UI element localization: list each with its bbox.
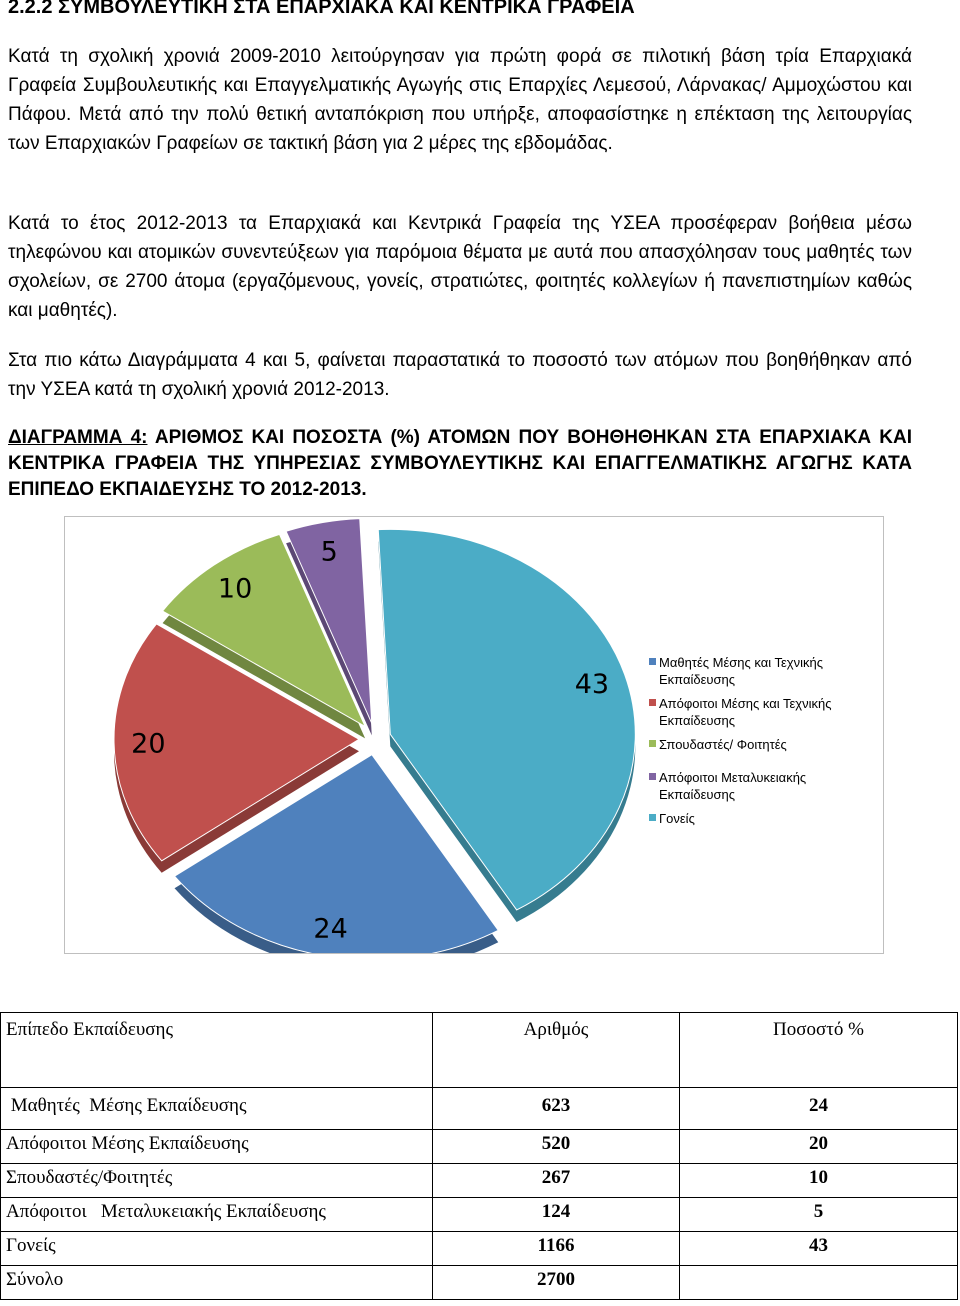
chart-legend	[649, 654, 874, 834]
legend-label: Μαθητές Μέσης και Τεχνικής Εκπαίδευσης	[659, 655, 824, 687]
paragraph-diagrams-intro: Στα πιο κάτω Διαγράμματα 4 και 5, φαίνεται παραστατικά το ποσοστό των ατόμων που βοηθήθηκαν από την ΥΣΕΑ κατά τη σχολική χρονιά 2012-2013.	[8, 350, 912, 400]
legend-item-students	[649, 654, 874, 688]
diagram-caption-text: ΑΡΙΘΜΟΣ ΚΑΙ ΠΟΣΟΣΤΑ (%) ΑΤΟΜΩΝ ΠΟΥ ΒΟΗΘΗΘΗΚΑΝ ΣΤΑ ΕΠΑΡΧΙΑΚΑ ΚΑΙ ΚΕΝΤΡΙΚΑ ΓΡΑΦΕΙΑ ΤΗΣ ΥΠΗΡΕΣΙΑΣ ΣΥΜΒΟΥΛΕΥΤΙΚΗΣ ΚΑΙ ΕΠΑΓΓΕΛΜΑΤΙΚΗΣ ΑΓΩΓΗΣ ΚΑΤΑ ΕΠΙΠΕΔΟ ΕΚΠΑΙΔΕΥΣΗΣ ΤΟ 2012-2013.	[8, 427, 912, 500]
table-header-row	[1, 1013, 958, 1088]
legend-label: Σπουδαστές/ Φοιτητές	[659, 737, 787, 752]
table-cell-level: Απόφοιτοι Μέσης Εκπαίδευσης	[1, 1130, 433, 1164]
legend-swatch	[649, 740, 656, 747]
pie-chart	[64, 516, 884, 954]
legend-swatch	[649, 699, 656, 706]
pie-label-college-students: 10	[217, 573, 253, 605]
table-cell-level: Απόφοιτοι Μεταλυκειακής Εκπαίδευσης	[1, 1198, 433, 1232]
table-header-count: Αριθμός	[433, 1013, 680, 1088]
table-header-percent: Ποσοστό %	[680, 1013, 958, 1088]
table-cell-level: Σπουδαστές/Φοιτητές	[1, 1164, 433, 1198]
legend-item-college-students	[649, 736, 874, 753]
table-cell-percent: 10	[680, 1164, 958, 1198]
table-cell-count: 520	[433, 1130, 680, 1164]
table-cell-count: 623	[433, 1088, 680, 1130]
table-cell-level: Γονείς	[1, 1232, 433, 1266]
table-row	[1, 1198, 958, 1232]
legend-swatch	[649, 658, 656, 665]
diagram-caption	[8, 425, 912, 503]
legend-item-parents	[649, 810, 874, 827]
legend-swatch	[649, 814, 656, 821]
data-table	[0, 1012, 958, 1300]
legend-label: Απόφοιτοι Μέσης και Τεχνικής Εκπαίδευσης	[659, 696, 832, 728]
legend-label: Απόφοιτοι Μεταλυκειακής Εκπαίδευσης	[659, 770, 807, 802]
table-total-count: 2700	[433, 1266, 680, 1300]
pie-label-graduates-post-secondary: 5	[320, 536, 338, 568]
table-row	[1, 1232, 958, 1266]
legend-item-graduates-post-secondary	[649, 769, 874, 803]
table-cell-percent: 20	[680, 1130, 958, 1164]
table-total-row	[1, 1266, 958, 1300]
table-total-percent	[680, 1266, 958, 1300]
table-cell-percent: 24	[680, 1088, 958, 1130]
legend-swatch	[649, 773, 656, 780]
table-cell-count: 124	[433, 1198, 680, 1232]
legend-label: Γονείς	[659, 811, 695, 826]
table-cell-percent: 43	[680, 1232, 958, 1266]
legend-item-graduates-secondary	[649, 695, 874, 729]
pie-label-parents: 43	[574, 668, 610, 700]
diagram-caption-label: ΔΙΑΓΡΑΜΜΑ 4:	[8, 427, 148, 448]
table-row	[1, 1164, 958, 1198]
table-row	[1, 1130, 958, 1164]
table-cell-count: 1166	[433, 1232, 680, 1266]
table-cell-count: 267	[433, 1164, 680, 1198]
table-cell-level: Μαθητές Μέσης Εκπαίδευσης	[1, 1088, 433, 1130]
section-heading: 2.2.2 ΣΥΜΒΟΥΛΕΥΤΙΚΗ ΣΤΑ ΕΠΑΡΧΙΑΚΑ ΚΑΙ ΚΕΝΤΡΙΚΑ ΓΡΑΦΕΙΑ	[8, 0, 635, 18]
pie-label-graduates-secondary: 20	[131, 728, 166, 760]
paragraph-services-2012: Κατά το έτος 2012-2013 τα Επαρχιακά και Κεντρικά Γραφεία της ΥΣΕΑ προσέφεραν βοήθεια μέσω τηλεφώνου και ατομικών συνεντεύξεων για παρόμοια θέματα με αυτά που απασχόλησαν τους μαθητές των σχολείων, σε 2700 άτομα (εργαζόμενους, γονείς, στρατιώτες, φοιτητές κολλεγίων ή πανεπιστημίων καθώς και μαθητές).	[8, 213, 912, 321]
table-header-level: Επίπεδο Εκπαίδευσης	[1, 1013, 433, 1088]
table-cell-percent: 5	[680, 1198, 958, 1232]
paragraph-pilot-offices: Κατά τη σχολική χρονιά 2009-2010 λειτούργησαν για πρώτη φορά σε πιλοτική βάση τρία Επαρχιακά Γραφεία Συμβουλευτικής και Επαγγελματικής Αγωγής στις Επαρχίες Λεμεσού, Λάρνακας/ Αμμοχώστου και Πάφου. Μετά από την πολύ θετική ανταπόκριση που υπήρξε, αποφασίστηκε η επέκταση της λειτουργίας των Επαρχιακών Γραφείων σε τακτική βάση για 2 μέρες της εβδομάδας.	[8, 46, 912, 154]
table-total-label: Σύνολο	[1, 1266, 433, 1300]
pie-label-students: 24	[313, 913, 348, 945]
table-row	[1, 1088, 958, 1130]
